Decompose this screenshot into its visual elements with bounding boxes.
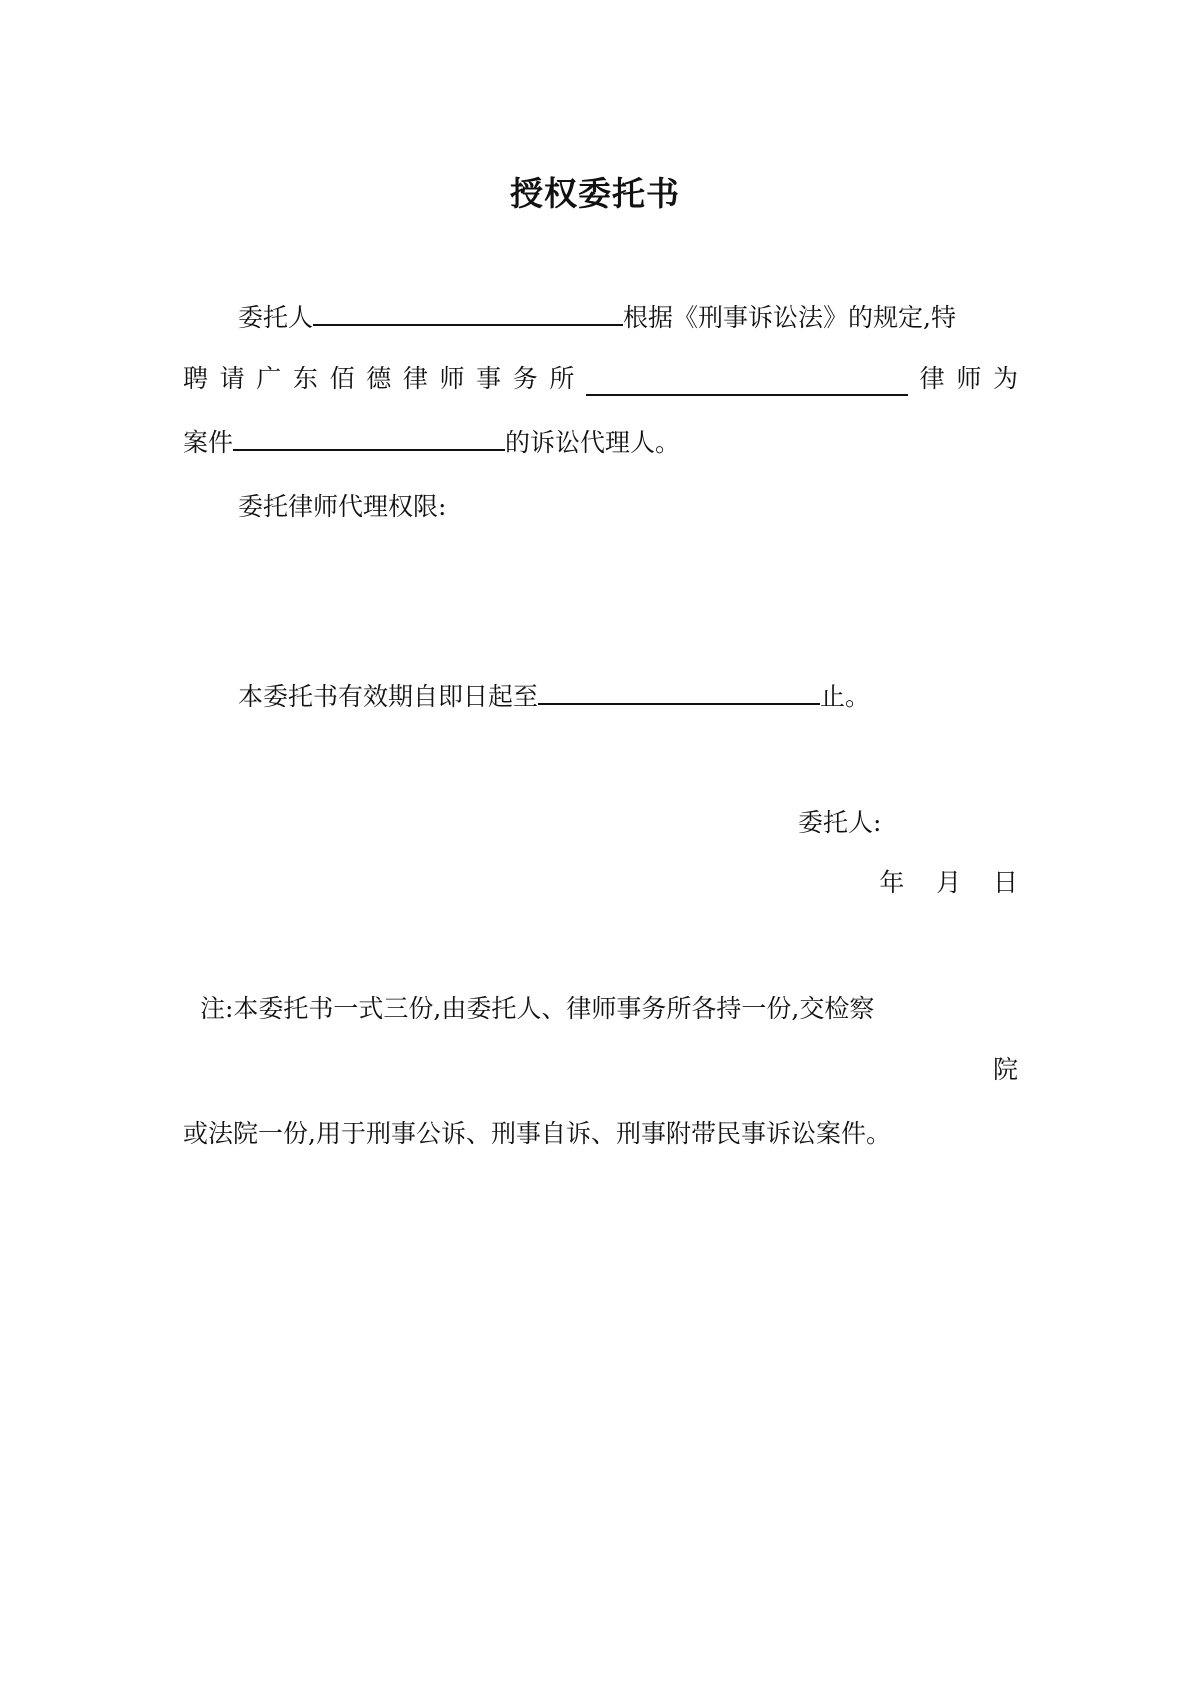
line2-char: 律 [919,364,945,393]
line2-char: 德 [366,364,392,393]
case-label: 案件 [183,428,234,457]
note-line2: 院 [992,1055,1018,1084]
line2-char: 师 [956,364,982,393]
validity-prefix: 本委托书有效期自即日起至 [238,682,539,711]
line2-char: 东 [292,364,318,393]
para1-line3 [183,423,680,460]
line2-char: 请 [219,364,245,393]
para1-line1 [238,298,956,335]
validity-line [238,677,870,714]
line2-char: 广 [256,364,282,393]
client-label: 委托人 [238,303,314,332]
note-line1: 注:本委托书一式三份,由委托人、律师事务所各持一份,交检察 [200,994,875,1023]
line2-char: 聘 [183,364,209,393]
signature-date: 年 月 日 [879,868,1018,897]
validity-suffix: 止。 [820,682,871,711]
document-title: 授权委托书 [510,174,680,213]
case-name-blank[interactable] [233,423,505,451]
lawyer-name-blank[interactable] [586,368,908,396]
note-line3: 或法院一份,用于刑事公诉、刑事自诉、刑事附带民事诉讼案件。 [183,1119,891,1148]
para1-line3-suffix: 的诉讼代理人。 [505,428,681,457]
validity-date-blank[interactable] [538,677,820,705]
client-name-blank[interactable] [313,298,623,326]
line2-char: 佰 [329,364,355,393]
line2-char: 律 [402,364,428,393]
line2-char: 师 [439,364,465,393]
line2-char: 所 [549,364,575,393]
line2-char: 务 [512,364,538,393]
line2-char: 事 [476,364,502,393]
para1-line1-suffix: 根据《刑事诉讼法》的规定,特 [623,303,956,332]
signature-client-label: 委托人: [798,808,882,837]
authority-label: 委托律师代理权限: [238,492,447,521]
line2-char: 为 [992,364,1018,393]
para1-line2 [183,362,1018,396]
